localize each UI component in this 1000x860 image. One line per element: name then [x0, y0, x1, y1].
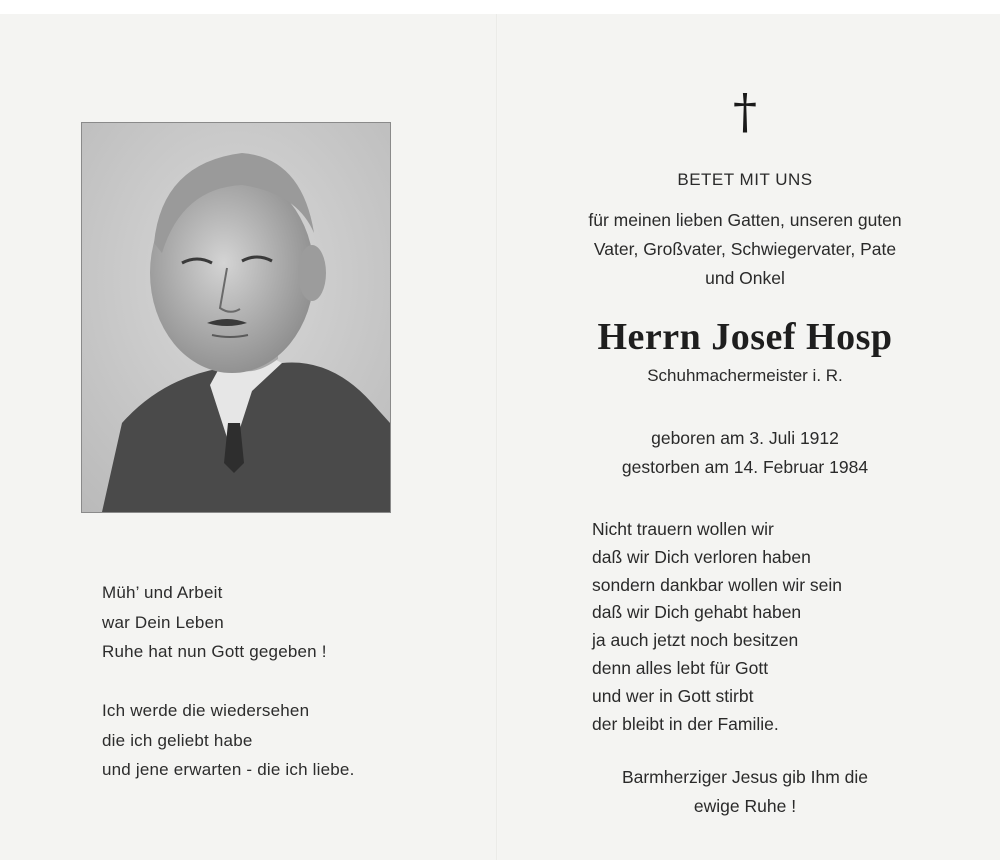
verse-line: Nicht trauern wollen wir: [592, 519, 774, 539]
left-poem-stanza-2: [102, 696, 355, 785]
verse-line: ja auch jetzt noch besitzen: [592, 630, 799, 651]
verse-line: denn alles lebt für Gott: [592, 657, 769, 678]
left-poem-stanza-1: [102, 578, 327, 667]
verse-line: sondern dankbar wollen wir sein: [592, 574, 842, 595]
heading: BETET MIT UNS: [677, 170, 813, 189]
poem-line: Müh’ und Arbeit: [102, 583, 223, 602]
cross-icon: †: [733, 84, 757, 140]
poem-line: Ruhe hat nun Gott gegeben !: [102, 642, 327, 661]
closing-prayer: [530, 763, 960, 821]
intro-line: für meinen lieben Gatten, unseren guten: [588, 210, 902, 230]
closing-line: ewige Ruhe !: [693, 796, 797, 816]
verse-line: daß wir Dich verloren haben: [592, 546, 811, 567]
verse-line: der bleibt in der Familie.: [592, 713, 779, 734]
life-dates: [530, 424, 960, 482]
verse-line: daß wir Dich gehabt haben: [592, 602, 802, 623]
poem-line: und jene erwarten - die ich liebe.: [102, 760, 355, 779]
verse-line: und wer in Gott stirbt: [592, 685, 754, 706]
intro-line: und Onkel: [705, 268, 785, 288]
poem-line: Ich werde die wiedersehen: [102, 701, 310, 720]
memorial-card: [0, 14, 1000, 860]
intro-text: [530, 206, 960, 293]
verse: [592, 516, 842, 738]
deceased-name: Herrn Josef Hosp: [597, 316, 893, 358]
poem-line: die ich geliebt habe: [102, 730, 253, 750]
closing-line: Barmherziger Jesus gib Ihm die: [621, 767, 869, 787]
portrait-icon: [82, 123, 390, 512]
card-fold: [496, 14, 498, 860]
birth-date: geboren am 3. Juli 1912: [651, 428, 839, 448]
occupation: Schuhmachermeister i. R.: [647, 366, 843, 385]
portrait-photo: [81, 122, 391, 513]
intro-line: Vater, Großvater, Schwiegervater, Pate: [593, 239, 897, 259]
death-date: gestorben am 14. Februar 1984: [621, 457, 869, 477]
poem-line: war Dein Leben: [102, 612, 224, 632]
